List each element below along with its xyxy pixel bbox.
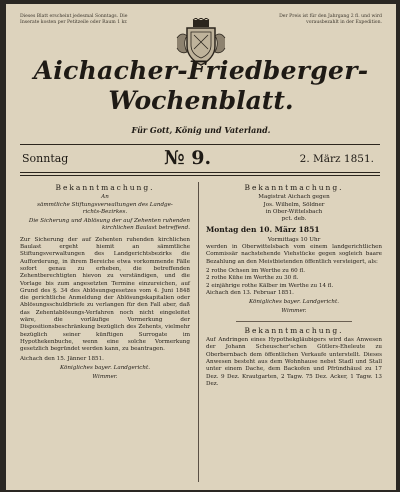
case-line2: Jos. Wilhelm, Söldner xyxy=(263,201,325,208)
newspaper-title-line2: Wochenblatt. xyxy=(108,86,294,115)
auction-item: 2 einjährige rothe Kälber im Werthe zu 14 fl. xyxy=(206,282,334,289)
addressee-line1: An xyxy=(101,194,109,201)
right-heading: Bekanntmachung. xyxy=(244,183,344,192)
left-heading: Bekanntmachung. xyxy=(55,183,155,192)
auction-place-date: Aichach den 13. Februar 1851. xyxy=(206,289,294,296)
notice-signature: Wimmer. xyxy=(92,374,118,381)
auction-time: Vormittags 10 Uhr xyxy=(267,236,321,243)
notice-separator xyxy=(236,321,352,322)
auction-item: 2 rothe Ochsen im Werthe zu 60 fl. xyxy=(206,267,306,274)
notice-office: Königliches bayer. Landgericht. xyxy=(60,364,150,371)
issue-day: Sonntag xyxy=(22,152,69,165)
subscription-notice-left: Dieses Blatt erscheint jedesmal Sonntags. Die Inserate kosten per Petitzeile oder Raum 1 kr. xyxy=(20,14,128,25)
case-line3: in Ober-Wittelsbach xyxy=(265,208,323,215)
newspaper-title-line1: Aichacher-Friedberger- xyxy=(33,56,369,85)
masthead-rule-bottom xyxy=(20,172,380,173)
case-line1: Magistrat Aichach gegen xyxy=(258,194,330,201)
notice-subject: Die Sicherung und Ablösung der auf Zehenten ruhenden kirchlichen Baulast betreffend. xyxy=(28,218,190,232)
notice-body: Zur Sicherung der auf Zehenten ruhenden kirchlichen Baulast ergeht hiemit an sämmtliche Stiftungsverwaltungen des Landgerichtsbezirks die Aufforderung, in ihrem Bereiche etwa vorkommende Fälle sofort genau zu erheben, die betreffenden Zehentberechtigten hievon zu verständigen, und die Vorlage bis zum angesetzten Termine einzureichen, auf Grund des §. 34 des Ablösungsgesetzes vom 4. Juni 1848 die gerichtliche Anmeldung der Ablösungskapitalien oder Ablösungsschuldbriefe zu verlangen für den Fall aber, daß das Zehentablösungs-Verfahren noch nicht eingeleitet wäre, die vorläufige Vormerkung der Dispositionsbeschränkung bezüglich des Zehents, vielmehr bezüglich seiner künftigen Surrogate im Hypothekenbuche, wenn eine solche Vormerkung gesetzlich begründet werden kann, zu beantragen. xyxy=(20,236,190,353)
issue-number: № 9. xyxy=(164,147,212,169)
right-heading-2: Bekanntmachung. xyxy=(244,325,344,335)
sale-body: Auf Andringen eines Hypothekgläubigers wird das Anwesen der Johann Scheuscher'schen Gütlers-Eheleute zu Oberbernbach dem öffentlichen Verkaufe unterstellt. Dieses Anwesen besteht aus dem Wohnhause nebst Stadl und Stall unter einem Dache, dem Backofen und Pfründhäusl zu 17 Dez. 9 Dez. Krautgarten, 2 Tagw. 75 Dez. Acker, 1 Tagw. 13 Dez. xyxy=(206,337,382,387)
auction-office: Königliches bayer. Landgericht. xyxy=(249,299,339,306)
addressee-line2: sämmtliche Stiftungsverwaltungen des Landge- xyxy=(37,201,173,208)
column-divider xyxy=(198,182,199,482)
right-column xyxy=(206,184,382,390)
addressee-line3: richts-Bezirkes. xyxy=(82,208,128,215)
case-line4: pct. deb. xyxy=(281,216,307,223)
left-column xyxy=(20,184,190,383)
newspaper-motto: Für Gott, König und Vaterland. xyxy=(131,125,271,135)
auction-signature: Wimmer. xyxy=(281,308,307,315)
issue-date: 2. März 1851. xyxy=(299,153,374,165)
newspaper-page xyxy=(6,4,396,490)
subscription-notice-right: Der Preis ist für den Jahrgang 2 fl. und wird vorausbezahlt in der Expedition. xyxy=(279,14,382,25)
auction-item: 2 rothe Kühe im Werthe zu 30 fl. xyxy=(206,275,299,282)
auction-body: werden in Oberwittelsbach vom einem landgerichtlichen Commissär nachstehende Viehstücke gegen sogleich baare Bezahlung an den Meistbietenden öffentlich versteigert, als: xyxy=(206,244,382,265)
masthead-rule-top xyxy=(20,144,380,145)
auction-date: Montag den 10. März 1851 xyxy=(206,225,320,235)
notice-place-date: Aichach den 15. Jänner 1851. xyxy=(20,355,104,362)
masthead-rule-bottom-double xyxy=(20,175,380,176)
